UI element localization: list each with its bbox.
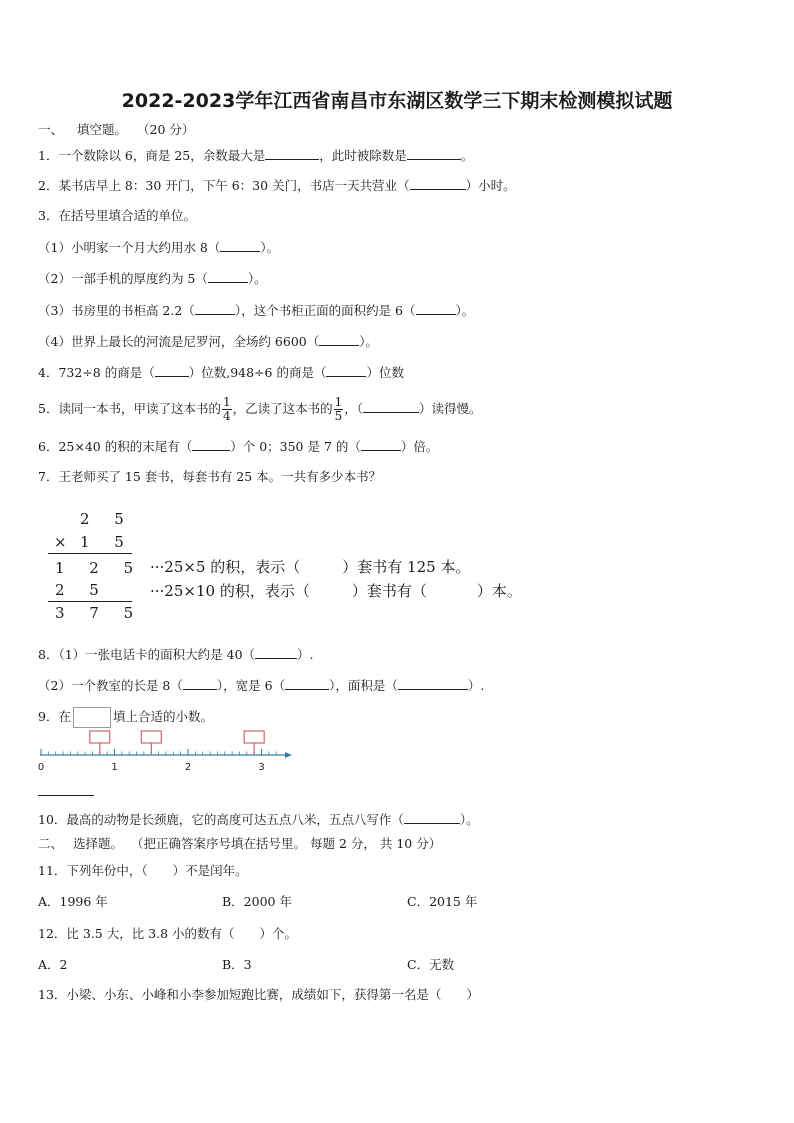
q1-text-b: ，此时被除数是	[319, 148, 407, 163]
q3p3-blank-1[interactable]	[195, 302, 235, 315]
q8p2-text-a: （2）一个教室的长是 8（	[38, 678, 183, 693]
tick-label: 3	[258, 762, 265, 773]
q9-text-b: 填上合适的小数。	[112, 709, 213, 724]
q6-text-a: 6．25×40 的积的末尾有（	[38, 439, 193, 454]
q5-text-a: 5．读同一本书，甲读了这本书的	[38, 401, 221, 416]
q6-text-b: ）个 0；350 是 7 的（	[230, 439, 361, 454]
question-8-part-1	[38, 646, 314, 663]
q5-blank[interactable]	[363, 400, 419, 413]
q2-blank[interactable]	[410, 177, 466, 190]
answer-box[interactable]	[90, 731, 110, 743]
q3p2-text-a: （2）一部手机的厚度约为 5（	[38, 271, 208, 286]
q2-text-a: 2．某书店早上 8：30 开门，下午 6：30 关门，书店一天共营业（	[38, 178, 410, 193]
section-2-name: 选择题。	[73, 836, 124, 851]
q5-text-d: ）读得慢。	[419, 401, 482, 416]
fraction-one-fifth	[334, 396, 344, 423]
q3p1-text-a: （1）小明家一个月大约用水 8（	[38, 240, 221, 255]
q8p1-text-a: 8．（1）一张电话卡的面积大约是 40（	[38, 647, 256, 662]
q6-blank-1[interactable]	[192, 438, 230, 451]
q6-text-c: ）倍。	[400, 439, 439, 454]
section-2-heading	[38, 836, 441, 852]
calc-multiplier: 1 5	[80, 533, 134, 551]
fraction-2-numerator: 1	[334, 395, 343, 409]
q12-option-c[interactable]: C．无数	[407, 957, 455, 972]
question-4	[38, 364, 404, 381]
arrow-icon	[285, 752, 292, 758]
q4-blank-1[interactable]	[155, 364, 189, 377]
question-10	[38, 811, 479, 828]
tick-label: 1	[111, 762, 118, 773]
q3p2-blank[interactable]	[208, 270, 248, 283]
q8p2-text-c: ），面积是（	[329, 678, 398, 693]
question-7: 7．王老师买了 15 套书，每套书有 25 本。一共有多少本书？	[38, 469, 382, 484]
q8p2-text-b: ），宽是 6（	[216, 678, 286, 693]
section-2-description: （把正确答案序号填在括号里。 每题 2 分， 共 10 分）	[131, 836, 442, 851]
section-1-score: （20 分）	[137, 122, 195, 137]
q8p1-blank[interactable]	[255, 646, 297, 659]
q8p2-blank-1[interactable]	[183, 677, 217, 690]
question-3-part-4	[38, 333, 378, 350]
q8p2-blank-2[interactable]	[285, 677, 329, 690]
page-title: 2022-2023学年江西省南昌市东湖区数学三下期末检测模拟试题	[121, 90, 673, 112]
section-2-number: 二、	[38, 836, 64, 851]
answer-box[interactable]	[141, 731, 161, 743]
note2-text-b: ）套书有（	[351, 582, 427, 600]
q5-text-b: ，乙读了这本书的	[232, 401, 333, 416]
question-5	[38, 392, 482, 426]
note2-text-c: ）本。	[476, 582, 522, 600]
q6-blank-2[interactable]	[361, 438, 401, 451]
q3p3-text-c: ）。	[455, 303, 475, 318]
q3p4-text-a: （4）世界上最长的河流是尼罗河，全场约 6600（	[38, 334, 320, 349]
q11-option-b[interactable]: B．2000 年	[222, 894, 292, 909]
q8p2-blank-3[interactable]	[398, 677, 468, 690]
q8p1-text-b: ）.	[297, 647, 314, 662]
question-6	[38, 438, 438, 455]
q1-text-a: 1．一个数除以 6，商是 25，余数最大是	[38, 148, 266, 163]
fraction-one-quarter	[222, 396, 232, 423]
times-sign: ×	[54, 533, 77, 551]
section-1-number: 一、	[38, 122, 64, 137]
tick-label: 2	[184, 762, 192, 773]
answer-box-sample	[73, 707, 111, 728]
q3p3-blank-2[interactable]	[416, 302, 456, 315]
q5-text-c: ，（	[344, 401, 364, 416]
calc-partial-1: 1 2 5	[55, 559, 144, 577]
q4-text-b: ）位数,948÷6 的商是（	[188, 365, 327, 380]
q9-text-a: 9．在	[38, 709, 71, 724]
q8p2-text-d: ）.	[467, 678, 485, 693]
q3p2-text-b: ）。	[247, 271, 267, 286]
q9-answer-line[interactable]	[38, 795, 94, 796]
calc-note-1	[150, 556, 470, 577]
q1-text-c: 。	[460, 148, 474, 163]
q11-option-c[interactable]: C．2015 年	[407, 894, 478, 909]
tick-label: 0	[37, 762, 45, 773]
q12-option-a[interactable]: A．2	[38, 957, 68, 972]
number-line-labels	[38, 762, 265, 773]
q3p1-blank[interactable]	[220, 239, 260, 252]
question-3-heading: 3．在括号里填合适的单位。	[38, 208, 196, 223]
fraction-1-numerator: 1	[222, 395, 231, 409]
q11-option-a[interactable]: A．1996 年	[38, 894, 108, 909]
q1-blank-2[interactable]	[407, 147, 461, 160]
calc-product: 3 7 5	[55, 604, 144, 622]
question-3-part-3	[38, 302, 474, 319]
section-1-heading	[38, 122, 194, 138]
q3p4-text-b: ）。	[359, 334, 379, 349]
number-line	[30, 728, 300, 776]
q10-text-b: ）。	[459, 812, 479, 827]
calc-partial-2: 2 5	[55, 581, 109, 599]
question-11: 11．下列年份中，（ ）不是闰年。	[38, 863, 248, 878]
q10-blank[interactable]	[404, 811, 460, 824]
question-9	[38, 706, 213, 728]
calc-note-2	[150, 580, 522, 601]
q2-text-b: ）小时。	[465, 178, 516, 193]
q4-blank-2[interactable]	[326, 364, 366, 377]
question-3-part-1	[38, 239, 279, 256]
section-1-name: 填空题。	[77, 122, 128, 137]
calc-rule-2	[48, 601, 132, 602]
number-line-answer-boxes[interactable]	[90, 731, 264, 754]
question-2	[38, 177, 516, 194]
question-8-part-2	[38, 677, 484, 694]
note2-text-a: ···25×10 的积，表示（	[150, 582, 310, 600]
number-line-ticks	[41, 749, 276, 755]
question-1	[38, 147, 473, 164]
q4-text-a: 4．732÷8 的商是（	[38, 365, 155, 380]
q3p4-blank[interactable]	[319, 333, 359, 346]
calc-multiplicand: 2 5	[80, 510, 134, 528]
q12-option-b[interactable]: B．3	[222, 957, 252, 972]
note1-text-b: ）套书有 125 本。	[342, 558, 471, 576]
question-3-part-2	[38, 270, 267, 287]
q3p3-text-a: （3）书房里的书柜高 2.2（	[38, 303, 195, 318]
q3p1-text-b: ）。	[260, 240, 280, 255]
fraction-2-denominator: 5	[334, 409, 343, 423]
answer-box[interactable]	[244, 731, 264, 743]
calc-rule-1	[48, 553, 132, 554]
q4-text-c: ）位数	[366, 365, 404, 380]
fraction-1-denominator: 4	[222, 409, 231, 423]
question-12: 12．比 3.5 大，比 3.8 小的数有（ ）个。	[38, 926, 298, 941]
question-13: 13．小梁、小东、小峰和小李参加短跑比赛，成绩如下，获得第一名是（ ）	[38, 987, 479, 1002]
q3p3-text-b: ），这个书柜正面的面积约是 6（	[234, 303, 416, 318]
note1-text-a: ···25×5 的积，表示（	[150, 558, 301, 576]
q10-text-a: 10．最高的动物是长颈鹿，它的高度可达五点八米，五点八写作（	[38, 812, 404, 827]
q1-blank-1[interactable]	[265, 147, 319, 160]
